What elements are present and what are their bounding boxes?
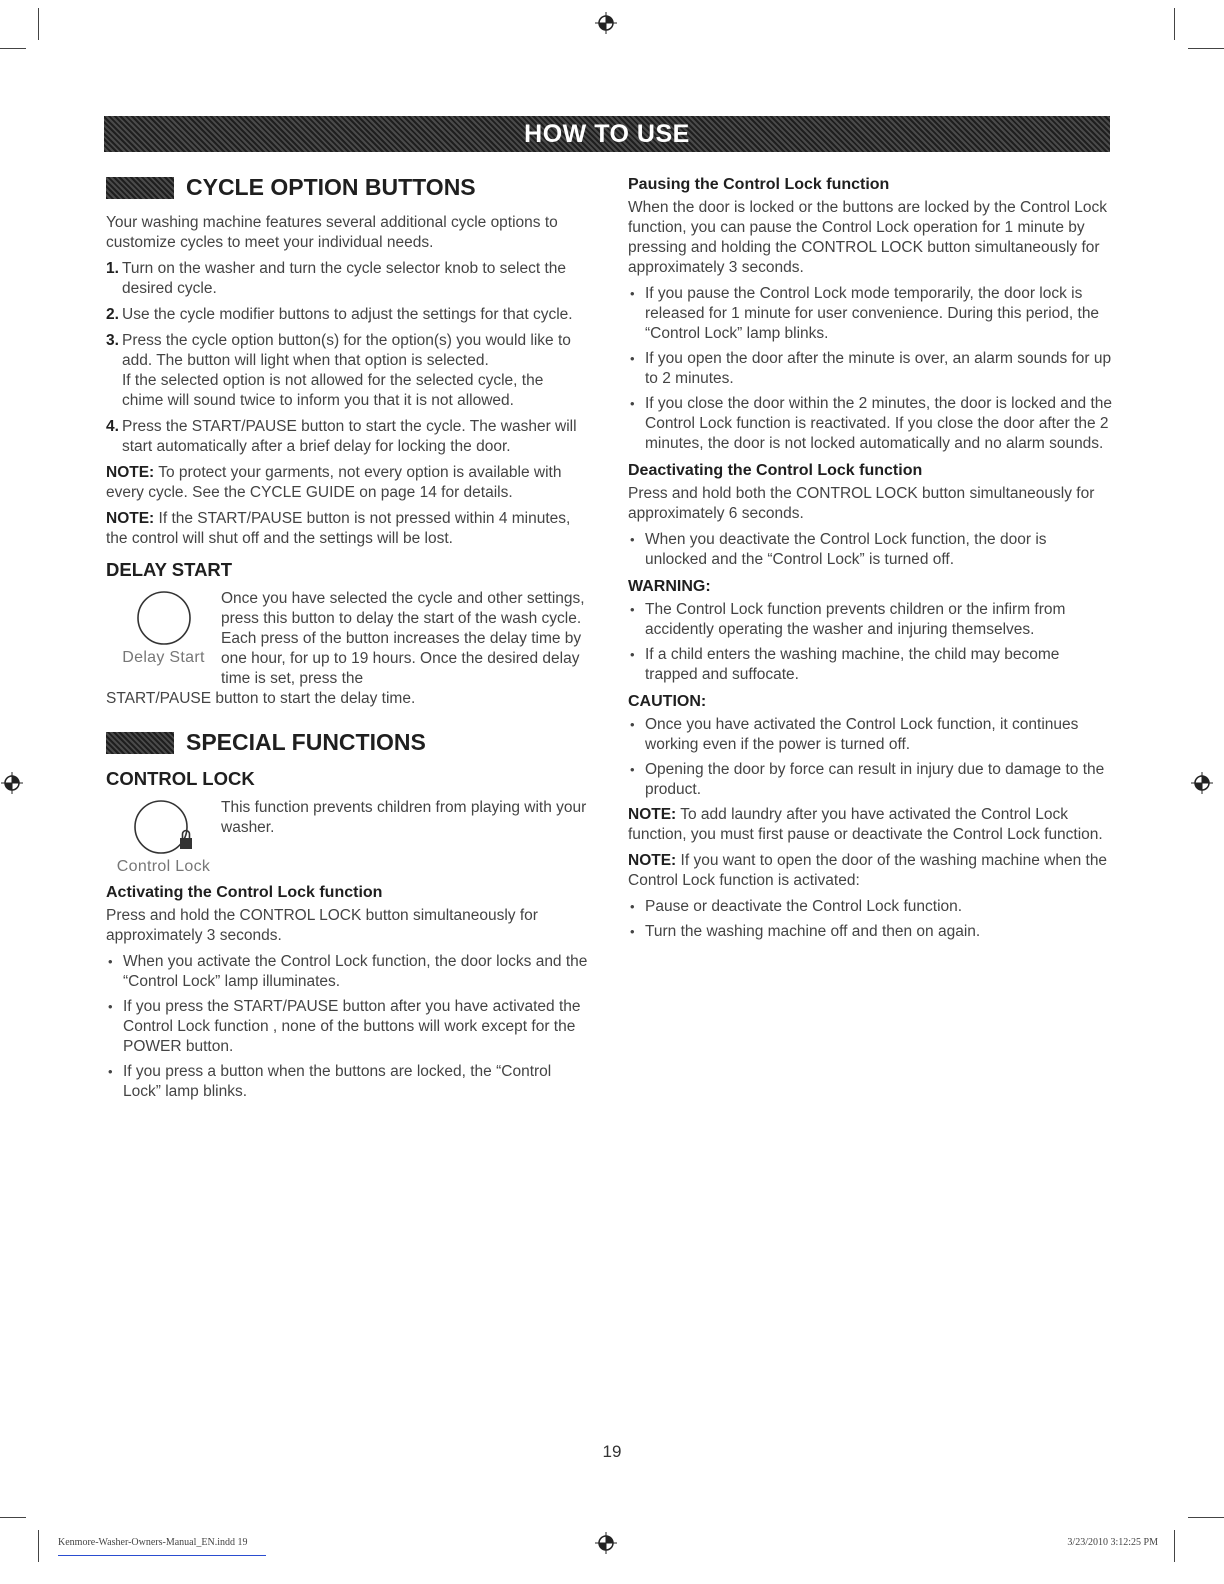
list-item [628, 284, 1112, 344]
bullet-text: If you close the door within the 2 minutes, the door is locked and the Control Lock function is reactivated. If you close the door after the 2 minutes, the door is not locked automatically and no alarm sounds. [645, 395, 1112, 452]
crop-mark [1188, 48, 1224, 49]
list-item [628, 760, 1112, 800]
bullet: • [630, 762, 635, 777]
step-text: Press the cycle option button(s) for the option(s) you would like to add. The button will light when that option is selected. [122, 332, 571, 369]
list-item [106, 1062, 588, 1102]
bullet-text: If you open the door after the minute is over, an alarm sounds for up to 2 minutes. [645, 350, 1112, 387]
registration-mark-icon [1, 772, 23, 794]
warning-title: WARNING: [628, 578, 711, 595]
cycle-options-intro: Your washing machine features several additional cycle options to customize cycles to meet your individual needs. [106, 214, 558, 251]
note [106, 509, 588, 549]
bullet: • [630, 396, 635, 411]
special-functions-heading [106, 729, 588, 756]
registration-mark-icon [595, 12, 617, 34]
pausing-title: Pausing the Control Lock function [628, 176, 890, 193]
list-item [106, 305, 588, 325]
list-item [628, 600, 1112, 640]
control-lock-row [106, 798, 588, 876]
step-number: 1. [106, 260, 119, 277]
list-item [628, 897, 1112, 917]
note [106, 463, 588, 503]
list-item [628, 715, 1112, 755]
bullet: • [108, 999, 113, 1014]
registration-mark-icon [595, 1532, 617, 1554]
bullet-text: Turn the washing machine off and then on again. [645, 923, 981, 940]
caution-title: CAUTION: [628, 693, 707, 710]
delay-start-title: DELAY START [106, 559, 233, 580]
note-text: To protect your garments, not every option is available with every cycle. See the CYCLE GUIDE on page 14 for details. [106, 464, 562, 501]
control-lock-button-icon [132, 798, 196, 856]
icon-caption: Delay Start [122, 649, 205, 666]
bullet: • [630, 647, 635, 662]
step-text: Turn on the washer and turn the cycle selector knob to select the desired cycle. [122, 260, 567, 297]
bullet: • [630, 351, 635, 366]
right-column [628, 170, 1112, 947]
crop-mark [1174, 8, 1175, 40]
section-banner [104, 116, 1110, 152]
note-label: NOTE: [106, 464, 155, 481]
banner-title: HOW TO USE [524, 119, 690, 148]
note-label: NOTE: [106, 510, 155, 527]
bullet-text: Pause or deactivate the Control Lock function. [645, 898, 963, 915]
bullet: • [630, 717, 635, 732]
bullet-text: When you deactivate the Control Lock function, the door is unlocked and the “Control Lock” is turned off. [645, 531, 1047, 568]
bullet-text: Once you have activated the Control Lock function, it continues working even if the power is turned off. [645, 716, 1079, 753]
bullet-text: If a child enters the washing machine, the child may become trapped and suffocate. [645, 646, 1060, 683]
note-label: NOTE: [628, 806, 677, 823]
delay-start-text: Once you have selected the cycle and other settings, press this button to delay the start of the wash cycle. Each press of the button increases the delay time by one hour, for up to 19 hours. Once the desired delay time is set, press the [221, 590, 585, 687]
control-lock-title: CONTROL LOCK [106, 768, 255, 789]
list-item [106, 417, 588, 457]
bullet-text: If you pause the Control Lock mode temporarily, the door lock is released for 1 minute for user convenience. During this period, the “Control Lock” lamp blinks. [645, 285, 1100, 342]
step-text-group [121, 331, 588, 411]
left-column [106, 170, 588, 1107]
heading-marker [106, 732, 174, 754]
delay-start-row [106, 589, 588, 695]
bullet: • [630, 286, 635, 301]
note [628, 805, 1112, 845]
footer-timestamp: 3/23/2010 3:12:25 PM [1067, 1537, 1158, 1548]
list-item [628, 349, 1112, 389]
bullet: • [108, 954, 113, 969]
bullet: • [630, 532, 635, 547]
deactivating-title: Deactivating the Control Lock function [628, 462, 923, 479]
bullet: • [630, 602, 635, 617]
cycle-options-heading [106, 174, 588, 201]
page-number: 19 [602, 1442, 622, 1461]
step-number: 4. [106, 418, 119, 435]
heading-marker [106, 177, 174, 199]
crop-mark [1188, 1517, 1224, 1518]
activating-title: Activating the Control Lock function [106, 884, 383, 901]
crop-mark [38, 1530, 39, 1562]
footer-filename: Kenmore-Washer-Owners-Manual_EN.indd 19 [58, 1537, 248, 1548]
deactivating-text: Press and hold both the CONTROL LOCK button simultaneously for approximately 6 seconds. [628, 485, 1095, 522]
icon-caption: Control Lock [116, 858, 211, 875]
step-text: Use the cycle modifier buttons to adjust the settings for that cycle. [122, 306, 573, 323]
section-title: CYCLE OPTION BUTTONS [186, 174, 476, 200]
list-item [106, 997, 588, 1057]
note-label: NOTE: [628, 852, 677, 869]
activating-text: Press and hold the CONTROL LOCK button simultaneously for approximately 3 seconds. [106, 907, 538, 944]
bullet-text: If you press the START/PAUSE button after you have activated the Control Lock function , none of the buttons will work except for the POWER button. [123, 998, 581, 1055]
list-item [628, 530, 1112, 570]
list-item [106, 952, 588, 992]
list-item [628, 394, 1112, 454]
bullet: • [630, 899, 635, 914]
bullet: • [108, 1064, 113, 1079]
crop-mark [0, 48, 26, 49]
list-item [628, 645, 1112, 685]
note-text: If the START/PAUSE button is not pressed within 4 minutes, the control will shut off and the settings will be lost. [106, 510, 571, 547]
bullet: • [630, 924, 635, 939]
delay-start-text-continued: START/PAUSE button to start the delay time. [106, 690, 416, 707]
registration-mark-icon [1191, 772, 1213, 794]
crop-mark [1174, 1530, 1175, 1562]
bullet-text: When you activate the Control Lock function, the door locks and the “Control Lock” lamp illuminates. [123, 953, 588, 990]
step-text: Press the START/PAUSE button to start the cycle. The washer will start automatically after a brief delay for locking the door. [122, 418, 577, 455]
step-number: 3. [106, 332, 119, 349]
note-text: To add laundry after you have activated the Control Lock function, you must first pause or deactivate the Control Lock function. [628, 806, 1103, 843]
control-lock-intro: This function prevents children from playing with your washer. [221, 799, 587, 836]
pausing-text: When the door is locked or the buttons are locked by the Control Lock function, you can pause the Control Lock operation for 1 minute by pressing and holding the CONTROL LOCK button simultaneously for approximately 3 seconds. [628, 199, 1108, 276]
delay-start-button-illustration [106, 589, 221, 667]
note [628, 851, 1112, 891]
bullet-text: Opening the door by force can result in injury due to damage to the product. [645, 761, 1105, 798]
list-item [106, 259, 588, 299]
delay-start-button-icon [135, 589, 193, 647]
bullet-text: The Control Lock function prevents children or the infirm from accidently operating the washer and injuring themselves. [645, 601, 1066, 638]
step-text-extra: If the selected option is not allowed for the selected cycle, the chime will sound twice to inform you that it is not allowed. [122, 372, 544, 409]
crop-mark [38, 8, 39, 40]
crop-mark [0, 1517, 26, 1518]
list-item [628, 922, 1112, 942]
note-text: If you want to open the door of the washing machine when the Control Lock function is activated: [628, 852, 1108, 889]
section-title: SPECIAL FUNCTIONS [186, 729, 426, 755]
bullet-text: If you press a button when the buttons are locked, the “Control Lock” lamp blinks. [123, 1063, 552, 1100]
control-lock-button-illustration [106, 798, 221, 876]
step-number: 2. [106, 306, 119, 323]
footer-underline [58, 1555, 266, 1556]
list-item [106, 331, 588, 411]
